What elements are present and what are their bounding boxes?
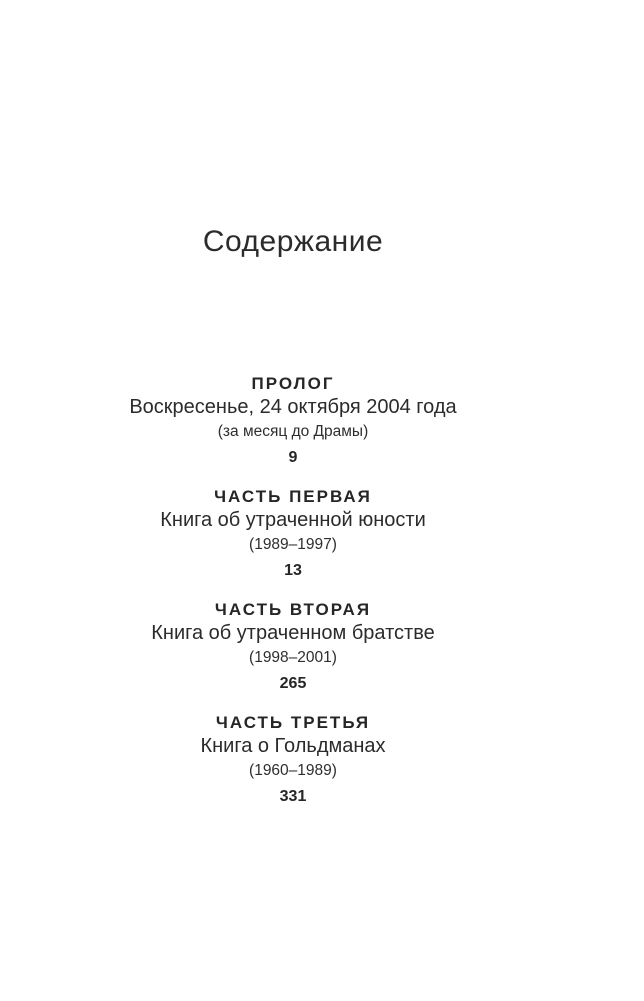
toc-entry-subtitle: Книга об утраченной юности	[160, 509, 426, 531]
toc-entry	[0, 373, 586, 486]
toc-entry-subtitle: Книга о Гольдманах	[200, 735, 386, 757]
toc-entry-page-number: 331	[279, 788, 307, 805]
toc-entry	[0, 599, 586, 712]
toc-entry	[0, 486, 586, 599]
toc-entry-heading: ЧАСТЬ ВТОРАЯ	[214, 600, 372, 619]
toc-entry-page-number: 265	[279, 675, 307, 692]
toc-entry-note: (1989–1997)	[249, 536, 337, 553]
toc-entry-heading: ЧАСТЬ ТРЕТЬЯ	[215, 713, 371, 732]
toc-entry-note: (за месяц до Драмы)	[217, 423, 369, 440]
toc-entry-heading: ЧАСТЬ ПЕРВАЯ	[214, 487, 372, 506]
toc-entry-note: (1960–1989)	[249, 762, 337, 779]
toc-entry-page-number: 9	[288, 449, 298, 466]
toc-entry	[0, 712, 586, 825]
toc-entry-subtitle: Книга об утраченном братстве	[151, 622, 435, 644]
page-title: Содержание	[202, 225, 384, 258]
toc-entry-note: (1998–2001)	[249, 649, 337, 666]
toc-entry-page-number: 13	[284, 562, 302, 579]
toc-entry-heading: ПРОЛОГ	[251, 374, 335, 393]
table-of-contents	[0, 373, 586, 825]
toc-entry-subtitle: Воскресенье, 24 октября 2004 года	[129, 396, 457, 418]
